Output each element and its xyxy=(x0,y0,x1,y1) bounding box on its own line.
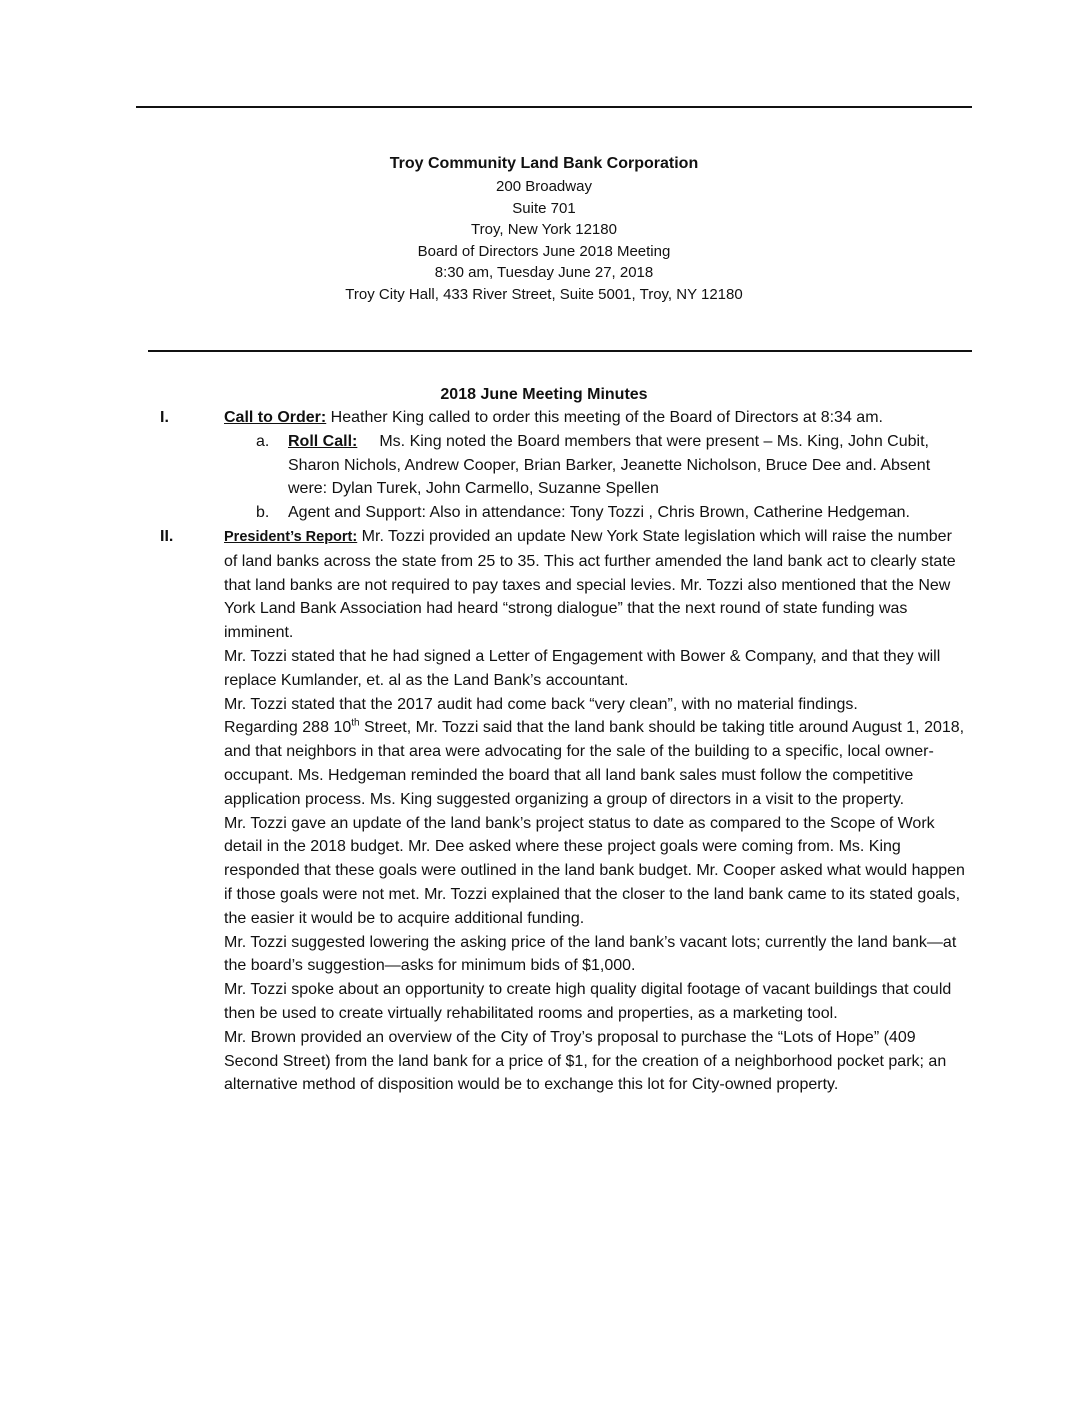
meeting-name: Board of Directors June 2018 Meeting xyxy=(417,242,671,260)
minutes-title: 2018 June Meeting Minutes xyxy=(440,386,648,403)
meeting-datetime: 8:30 am, Tuesday June 27, 2018 xyxy=(434,264,654,282)
report-paragraph xyxy=(224,716,968,811)
section-numeral: II. xyxy=(160,527,174,545)
call-to-order-text: Heather King called to order this meeting of the Board of Directors at 8:34 am. xyxy=(326,409,883,426)
report-paragraph: Mr. Tozzi spoke about an opportunity to create high quality digital footage of vacant buildings that could then be used to create virtually rehabilitated rooms and properties, as a marketing tool. xyxy=(224,981,952,1022)
roll-call-label: Roll Call: xyxy=(288,432,358,450)
letterhead xyxy=(148,152,940,306)
report-paragraph: Mr. Tozzi suggested lowering the asking price of the land bank’s vacant lots; currently the land bank—at the board’s suggestion—asks for minimum bids of $1,000. xyxy=(224,933,957,975)
subitem-letter: a. xyxy=(256,432,270,450)
report-text: Mr. Tozzi provided an update New York State legislation which will raise the number of land banks across the state from 25 to 35. This act further amended the land bank act to clearly state that land banks are not required to pay taxes and special levies. Mr. Tozzi also mentioned that the New York Land Bank Association had heard “strong dialogue” that the next round of state funding was imminent. xyxy=(224,527,956,642)
subitem-letter: b. xyxy=(256,504,270,522)
city-state-zip: Troy, New York 12180 xyxy=(471,221,617,239)
street-text-before: Regarding 288 10 xyxy=(224,719,352,737)
section-call-to-order xyxy=(148,406,968,525)
presidents-report-label: President’s Report: xyxy=(224,528,358,545)
agent-support-paragraph: Agent and Support: Also in attendance: Tony Tozzi , Chris Brown, Catherine Hedgeman. xyxy=(288,504,910,522)
report-paragraph: Mr. Tozzi stated that he had signed a Letter of Engagement with Bower & Company, and that they will replace Kumlander, et. al as the Land Bank’s accountant. xyxy=(224,647,941,689)
address-line-1: 200 Broadway xyxy=(496,178,592,195)
middle-divider-line xyxy=(148,350,972,352)
street-text-after: Street, Mr. Tozzi said that the land bank should be taking title around August 1, 2018, and that neighbors in that area were advocating for the sale of the building to a specific, local owner-occupant. Ms. Hedgeman reminded the board that all land bank sales must follow the competitive application process. Ms. King suggested organizing a group of directors in a visit to the property. xyxy=(224,719,965,808)
report-paragraph: Mr. Tozzi gave an update of the land bank’s project status to date as compared to the Scope of Work detail in the 2018 budget. Mr. Dee asked where these project goals were coming from. Ms. King responded that these goals were outlined in the land bank budget. Mr. Cooper asked what would happen if those goals were not met. Mr. Tozzi explained that the closer to the land bank came to its stated goals, the easier it would be to acquire additional funding. xyxy=(224,814,965,927)
subitem-agent-support xyxy=(224,501,968,525)
roll-call-text: Ms. King noted the Board members that were present – Ms. King, John Cubit, Sharon Nichols, Andrew Cooper, Brian Barker, Jeanette Nicholson, Bruce Dee and. Absent were: Dylan Turek, John Carmello, Suzanne Spellen xyxy=(288,432,931,498)
section-presidents-report xyxy=(148,525,968,1097)
report-paragraph: Mr. Brown provided an overview of the City of Troy’s proposal to purchase the “Lots of Hope” (409 Second Street) from the land bank for a price of $1, for the creation of a neighborhood pocket park; an alternative method of disposition would be to exchange this lot for City-owned property. xyxy=(224,1028,947,1094)
call-to-order-label: Call to Order: xyxy=(224,409,327,426)
minutes-body xyxy=(148,406,968,1097)
call-to-order-paragraph xyxy=(224,406,968,430)
report-paragraph xyxy=(224,525,968,645)
section-numeral: I. xyxy=(160,409,169,426)
subitem-roll-call xyxy=(224,430,968,501)
top-divider-line xyxy=(136,106,972,108)
call-to-order-subitems xyxy=(224,430,968,525)
organization-name: Troy Community Land Bank Corporation xyxy=(389,155,699,172)
roll-call-paragraph xyxy=(288,430,968,501)
ordinal-superscript: th xyxy=(351,718,360,730)
report-paragraph: Mr. Tozzi stated that the 2017 audit had come back “very clean”, with no material findings. xyxy=(224,695,858,713)
meeting-location: Troy City Hall, 433 River Street, Suite 5001, Troy, NY 12180 xyxy=(345,285,743,303)
address-line-2: Suite 701 xyxy=(512,199,576,217)
